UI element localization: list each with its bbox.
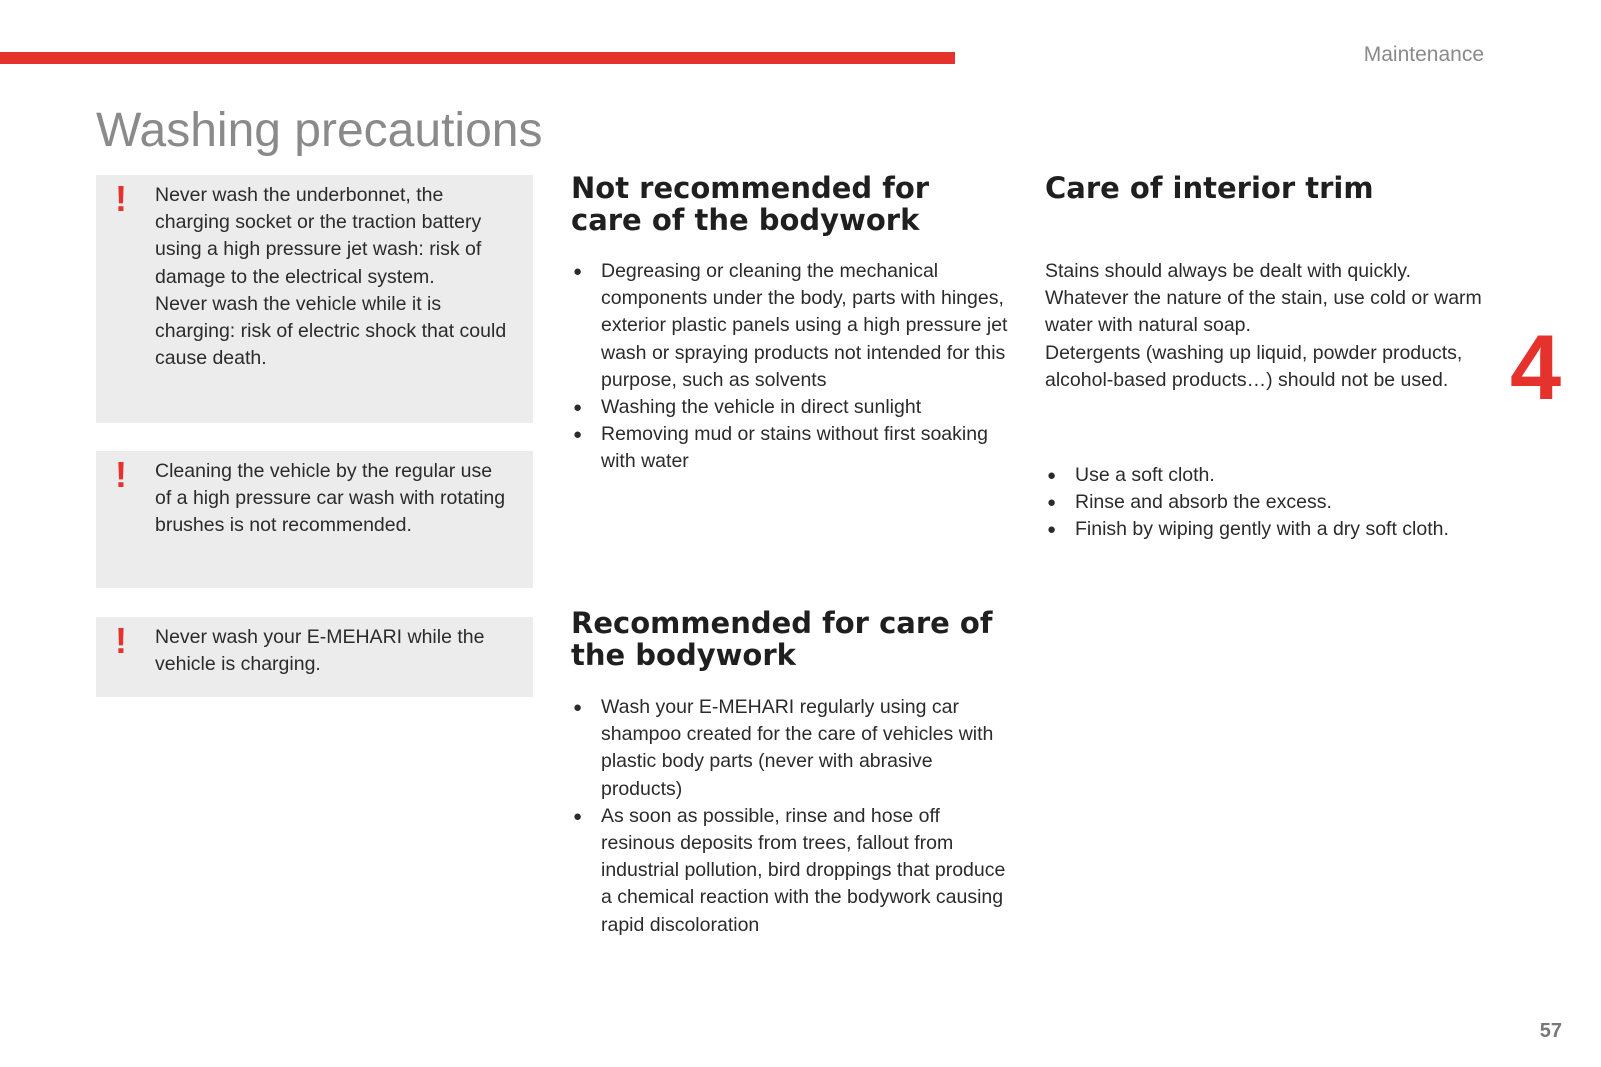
- warning-text: Never wash your E-MEHARI while the vehicle is charging.: [155, 626, 485, 676]
- list-item: [571, 421, 1011, 475]
- bullet-icon: ●: [1047, 467, 1057, 484]
- interior-paragraphs: [1045, 258, 1485, 394]
- list-item-text: Finish by wiping gently with a dry soft cloth.: [1075, 518, 1449, 541]
- list-item: [571, 258, 1011, 394]
- warning-box-car-wash: [96, 451, 533, 588]
- list-item: [571, 803, 1011, 939]
- page-title: Washing precautions: [96, 104, 543, 157]
- bullet-icon: ●: [573, 699, 583, 716]
- warning-box-underbonnet: [96, 175, 533, 423]
- list-item-text: Removing mud or stains without first soaking with water: [601, 423, 988, 473]
- list-item: [571, 394, 1011, 421]
- list-item-text: Degreasing or cleaning the mechanical components under the body, parts with hinges, exterior plastic panels using a high pressure jet wash or spraying products not intended for this purpose, such as solvents: [601, 260, 1008, 391]
- heading-interior-trim: Care of interior trim: [1045, 171, 1374, 205]
- list-item-text: Use a soft cloth.: [1075, 464, 1215, 486]
- exclamation-icon: !: [115, 454, 127, 495]
- list-item: [1045, 462, 1505, 489]
- bullet-icon: ●: [573, 263, 583, 280]
- heading-recommended: Recommended for care of the bodywork: [571, 606, 993, 672]
- bullet-icon: ●: [573, 426, 583, 444]
- heading-not-recommended: Not recommended for care of the bodywork: [571, 171, 930, 237]
- list-item-text: As soon as possible, rinse and hose off resinous deposits from trees, fallout from industrial pollution, bird droppings that produce a chemical reaction with the bodywork causing rapid discoloration: [601, 804, 1006, 936]
- paragraph: Detergents (washing up liquid, powder products, alcohol-based products…) should not be used.: [1045, 341, 1463, 391]
- list-item-text: Rinse and absorb the excess.: [1075, 491, 1332, 514]
- warning-text: Never wash the vehicle while it is charging: risk of electric shock that could cause death.: [155, 292, 507, 370]
- exclamation-icon: !: [115, 620, 127, 661]
- bullet-icon: ●: [573, 399, 583, 417]
- list-item: [571, 694, 1011, 803]
- list-item-text: Washing the vehicle in direct sunlight: [601, 396, 922, 419]
- paragraph: Whatever the nature of the stain, use cold or warm water with natural soap.: [1045, 287, 1482, 337]
- interior-list: [1045, 462, 1505, 544]
- paragraph: Stains should always be dealt with quickly.: [1045, 260, 1411, 282]
- not-recommended-list: [571, 258, 1011, 476]
- page-number: 57: [1539, 1020, 1562, 1042]
- recommended-list: [571, 694, 1011, 939]
- warning-text: Cleaning the vehicle by the regular use of a high pressure car wash with rotating brushes is not recommended.: [155, 460, 506, 537]
- accent-bar: [0, 52, 955, 64]
- bullet-icon: ●: [573, 807, 583, 825]
- exclamation-icon: !: [115, 178, 127, 219]
- warning-text: Never wash the underbonnet, the charging socket or the traction battery using a high pressure jet wash: risk of damage to the electrical system.: [155, 184, 482, 288]
- section-label: Maintenance: [1363, 43, 1484, 66]
- list-item: [1045, 489, 1505, 516]
- list-item-text: Wash your E-MEHARI regularly using car shampoo created for the care of vehicles with plastic body parts (never with abrasive products): [601, 696, 994, 800]
- bullet-icon: ●: [1047, 494, 1057, 512]
- list-item: [1045, 516, 1505, 543]
- warning-box-charging: [96, 617, 533, 697]
- bullet-icon: ●: [1047, 521, 1057, 539]
- chapter-number: 4: [1510, 317, 1562, 419]
